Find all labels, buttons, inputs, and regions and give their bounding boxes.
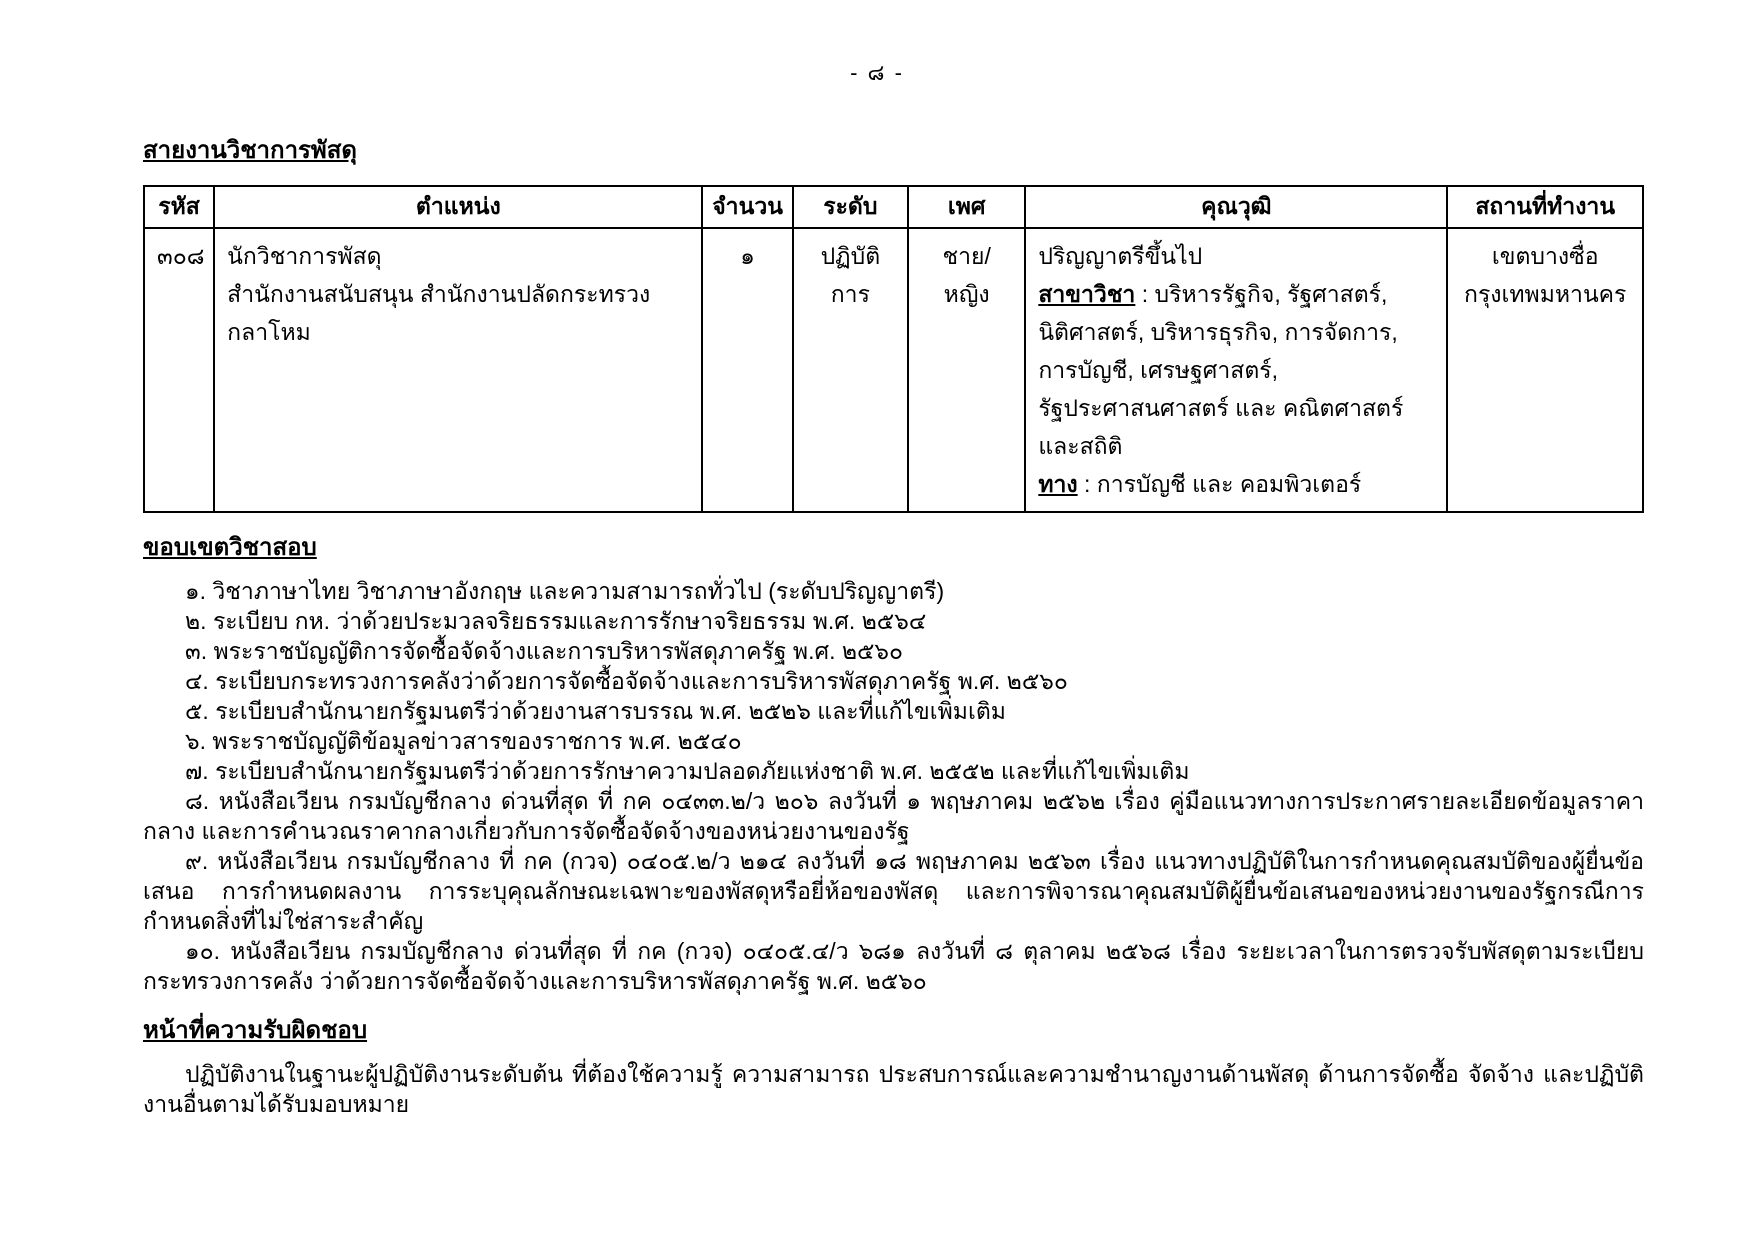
header-quantity: จำนวน: [702, 186, 792, 228]
exam-item-3: ๓. พระราชบัญญัติการจัดซื้อจัดจ้างและการบริหารพัสดุภาครัฐ พ.ศ. ๒๕๖๐: [185, 638, 904, 664]
exam-item-2: ๒. ระเบียบ กห. ว่าด้วยประมวลจริยธรรมและการรักษาจริยธรรม พ.ศ. ๒๕๖๔: [185, 608, 927, 634]
qualification-degree: ปริญญาตรีขึ้นไป: [1038, 243, 1203, 269]
header-workplace: สถานที่ทำงาน: [1447, 186, 1643, 228]
level-value: ปฏิบัติการ: [820, 243, 881, 307]
position-name: นักวิชาการพัสดุ: [227, 243, 382, 269]
responsibility-title: หน้าที่ความรับผิดชอบ: [143, 1017, 368, 1044]
exam-item-8: ๘. หนังสือเวียน กรมบัญชีกลาง ด่วนที่สุด ที่ กค ๐๔๓๓.๒/ว ๒๐๖ ลงวันที่ ๑ พฤษภาคม ๒๕๖๒ เรื่อง คู่มือแนวทางการประกาศรายละเอียดข้อมูลราคากลาง และการคำนวณราคากลางเกี่ยวกับการจัดซื้อจัดจ้างของหน่วยงานของรัฐ: [143, 788, 1644, 844]
header-level: ระดับ: [793, 186, 908, 228]
cell-quantity: [702, 228, 792, 512]
qualification-major: [1038, 275, 1434, 465]
cell-gender: [908, 228, 1025, 512]
qualification-track: [1038, 465, 1434, 503]
page-number: - ๘ -: [850, 60, 904, 85]
exam-item-9: ๙. หนังสือเวียน กรมบัญชีกลาง ที่ กค (กวจ) ๐๔๐๕.๒/ว ๒๑๔ ลงวันที่ ๑๘ พฤษภาคม ๒๕๖๓ เรื่อง แนวทางปฏิบัติในการกำหนดคุณสมบัติของผู้ยื่นข้อเสนอ การกำหนดผลงาน การระบุคุณลักษณะเฉพาะของพัสดุหรือยี่ห้อของพัสดุ และการพิจารณาคุณสมบัติผู้ยื่นข้อเสนอของหน่วยงานของรัฐกรณีการกำหนดสิ่งที่ไม่ใช่สาระสำคัญ: [143, 848, 1644, 934]
code-value: ๓๐๘: [157, 243, 205, 269]
gender-value: ชาย/หญิง: [942, 243, 991, 307]
track-label: ทาง: [1038, 471, 1078, 497]
workplace-city: กรุงเทพมหานคร: [1464, 281, 1627, 307]
quantity-value: ๑: [740, 243, 755, 269]
header-gender: เพศ: [908, 186, 1025, 228]
header-code: รหัส: [144, 186, 214, 228]
exam-item-4: ๔. ระเบียบกระทรวงการคลังว่าด้วยการจัดซื้อจัดจ้างและการบริหารพัสดุภาครัฐ พ.ศ. ๒๕๖๐: [185, 668, 1068, 694]
exam-scope-list: [143, 576, 1644, 996]
workplace-district: เขตบางซื่อ: [1491, 243, 1599, 269]
header-qualification: คุณวุฒิ: [1025, 186, 1447, 228]
major-text: : บริหารรัฐกิจ, รัฐศาสตร์, นิติศาสตร์, บริหารธุรกิจ, การจัดการ, การบัญชี, เศรษฐศาสตร์, รัฐประศาสนศาสตร์ และ คณิตศาสตร์และสถิติ: [1038, 281, 1404, 459]
page-content: [143, 130, 1644, 1119]
exam-item-7: ๗. ระเบียบสำนักนายกรัฐมนตรีว่าด้วยการรักษาความปลอดภัยแห่งชาติ พ.ศ. ๒๕๕๒ และที่แก้ไขเพิ่มเติม: [185, 758, 1190, 784]
major-label: สาขาวิชา: [1038, 281, 1136, 307]
table-row: [144, 228, 1643, 512]
exam-item-5: ๕. ระเบียบสำนักนายกรัฐมนตรีว่าด้วยงานสารบรรณ พ.ศ. ๒๕๒๖ และที่แก้ไขเพิ่มเติม: [185, 698, 1006, 724]
exam-scope-title: ขอบเขตวิชาสอบ: [143, 534, 317, 561]
responsibility-text: ปฏิบัติงานในฐานะผู้ปฏิบัติงานระดับต้น ที่ต้องใช้ความรู้ ความสามารถ ประสบการณ์และความชำนาญงานด้านพัสดุ ด้านการจัดซื้อ จัดจ้าง และปฏิบัติงานอื่นตามได้รับมอบหมาย: [143, 1061, 1644, 1117]
cell-position: [214, 228, 702, 512]
position-office: สำนักงานสนับสนุน สำนักงานปลัดกระทรวง: [227, 281, 651, 307]
header-position: ตำแหน่ง: [214, 186, 702, 228]
cell-qualification: [1025, 228, 1447, 512]
position-table: [143, 185, 1644, 513]
position-ministry: กลาโหม: [227, 319, 311, 345]
exam-item-1: ๑. วิชาภาษาไทย วิชาภาษาอังกฤษ และความสามารถทั่วไป (ระดับปริญญาตรี): [185, 578, 945, 604]
exam-item-6: ๖. พระราชบัญญัติข้อมูลข่าวสารของราชการ พ.ศ. ๒๕๔๐: [185, 728, 742, 754]
cell-workplace: [1447, 228, 1643, 512]
track-text: : การบัญชี และ คอมพิวเตอร์: [1077, 471, 1362, 497]
job-group-title: สายงานวิชาการพัสดุ: [143, 137, 357, 164]
cell-level: [793, 228, 908, 512]
exam-item-10: ๑๐. หนังสือเวียน กรมบัญชีกลาง ด่วนที่สุด ที่ กค (กวจ) ๐๔๐๕.๔/ว ๖๘๑ ลงวันที่ ๘ ตุลาคม ๒๕๖๘ เรื่อง ระยะเวลาในการตรวจรับพัสดุตามระเบียบ กระทรวงการคลัง ว่าด้วยการจัดซื้อจัดจ้างและการบริหารพัสดุภาครัฐ พ.ศ. ๒๕๖๐: [143, 938, 1644, 994]
table-header-row: [144, 186, 1643, 228]
cell-code: [144, 228, 214, 512]
